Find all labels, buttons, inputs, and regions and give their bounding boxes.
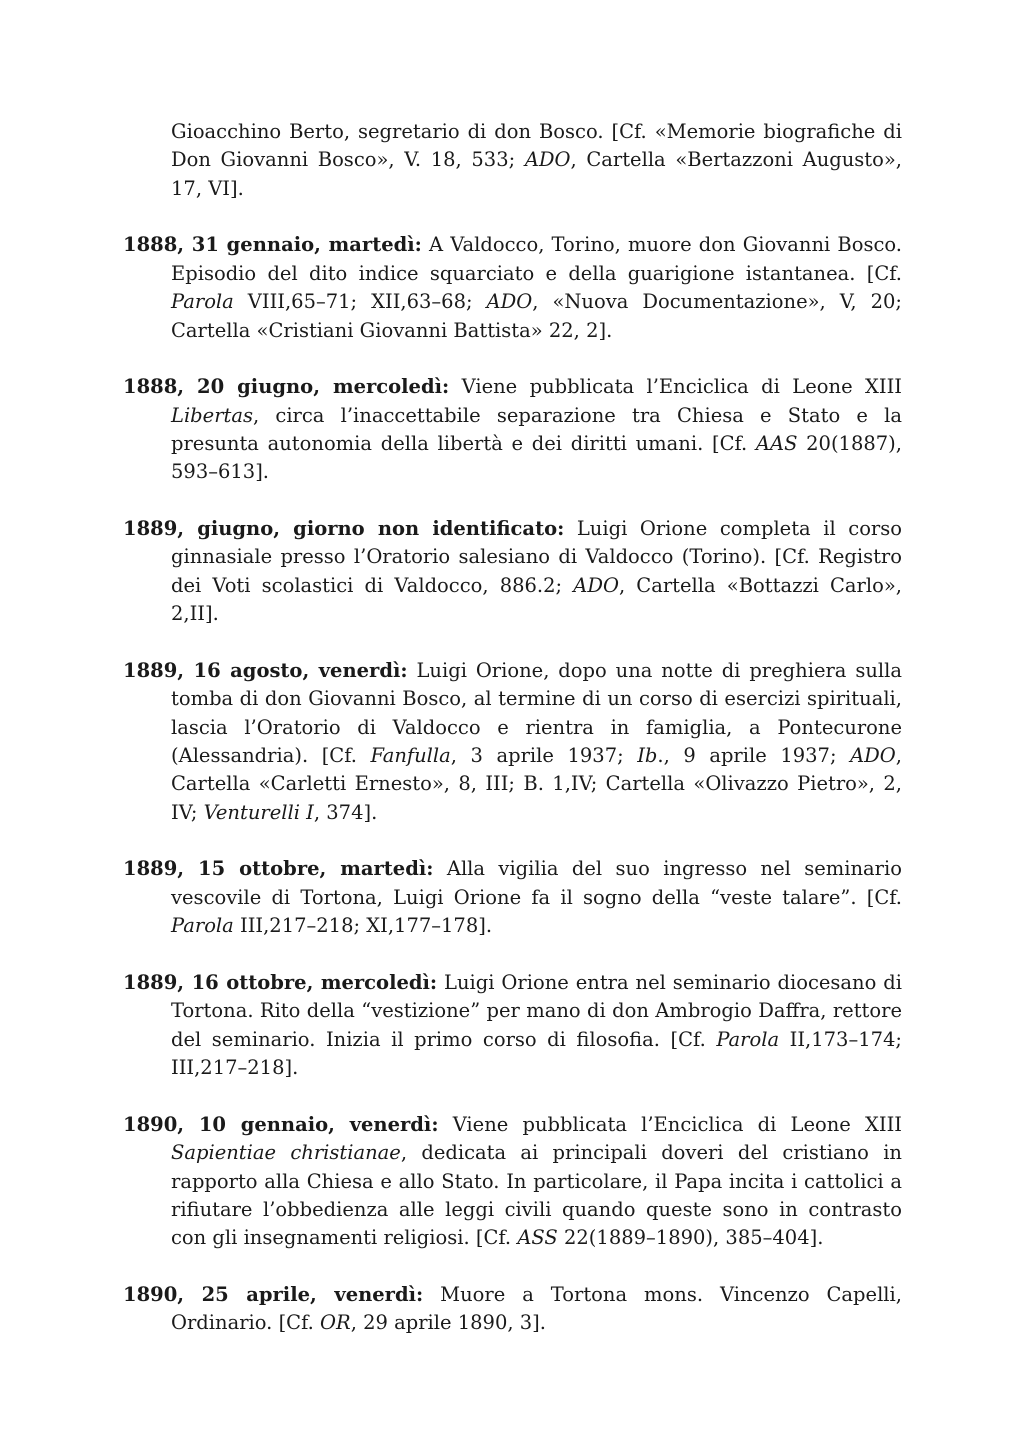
chronology-entry <box>123 657 902 827</box>
entry-italic-text: ADO <box>524 148 571 172</box>
entry-text: Viene pubblicata l’Enciclica di Leone XIII <box>438 1112 902 1136</box>
entry-text: 22(1889–1890), 385–404]. <box>557 1226 824 1250</box>
entry-text: Luigi Orione entra nel seminario diocesano di Tortona. Rito della “vestizione” per mano di don Ambrogio Daffra, rettore del seminario. Inizia il primo corso di filosofia. [Cf. <box>171 970 902 1051</box>
entry-text: , Cartella «Carletti Ernesto», 8, III; B. 1,IV; Cartella «Olivazzo Pietro», 2, IV; <box>171 744 902 824</box>
chronology-entry <box>123 118 902 203</box>
entry-italic-text: Sapientiae christianae <box>171 1141 401 1165</box>
chronology-entry <box>123 969 902 1083</box>
entry-text: , Cartella «Bottazzi Carlo», 2,II]. <box>171 573 902 626</box>
chronology-entries <box>123 118 902 1338</box>
entry-text: Luigi Orione completa il corso ginnasiale presso l’Oratorio salesiano di Valdocco (Torino). [Cf. Registro dei Voti scolastici di Valdocco, 886.2; <box>171 517 903 597</box>
chronology-entry <box>123 515 902 629</box>
document-page <box>123 118 902 1366</box>
entry-date: 1890, 25 aprile, venerdì: <box>123 1282 424 1306</box>
entry-text: Luigi Orione, dopo una notte di preghiera sulla tomba di don Giovanni Bosco, al termine di un corso di esercizi spirituali, lascia l’Oratorio di Valdocco e rientra in famiglia, a Pontecurone (Alessandria). [Cf. <box>171 658 902 768</box>
entry-italic-text: AAS <box>755 432 798 456</box>
entry-text: II,173–174; III,217–218]. <box>171 1027 903 1080</box>
entry-date: 1889, 16 agosto, venerdì: <box>123 658 408 682</box>
entry-date: 1889, 15 ottobre, martedì: <box>123 857 434 881</box>
entry-text: A Valdocco, Torino, muore don Giovanni Bosco. Episodio del dito indice squarciato e della guarigione istantanea. [Cf. <box>171 233 903 285</box>
entry-text: Gioacchino Berto, segretario di don Bosco. [Cf. «Memorie biografiche di Don Giovanni Bosco», V. 18, 533; <box>171 120 902 172</box>
chronology-entry <box>123 231 902 345</box>
entry-text: VIII,65–71; XII,63–68; <box>233 290 487 314</box>
entry-text: ., 9 aprile 1937; <box>657 744 851 768</box>
entry-italic-text: ADO <box>486 290 533 314</box>
entry-italic-text: Ib <box>637 744 658 768</box>
entry-text: , 3 aprile 1937; <box>450 744 638 768</box>
entry-date: 1890, 10 gennaio, venerdì: <box>123 1112 439 1136</box>
entry-date: 1889, 16 ottobre, mercoledì: <box>123 970 438 994</box>
entry-italic-text: ASS <box>517 1226 558 1250</box>
entry-text: 20(1887), 593–613]. <box>171 432 902 484</box>
entry-date: 1889, giugno, giorno non identificato: <box>123 517 565 541</box>
entry-text: , 29 aprile 1890, 3]. <box>350 1311 546 1335</box>
chronology-entry <box>123 373 902 487</box>
entry-text: , «Nuova Documentazione», V, 20; Cartella «Cristiani Giovanni Battista» 22, 2]. <box>171 290 902 342</box>
entry-date: 1888, 20 giugno, mercoledì: <box>123 375 450 399</box>
entry-italic-text: ADO <box>850 744 896 768</box>
entry-text: , circa l’inaccettabile separazione tra Chiesa e Stato e la presunta autonomia della libertà e dei diritti umani. [Cf. <box>171 403 902 456</box>
entry-italic-text: Libertas <box>171 403 253 427</box>
entry-italic-text: Venturelli I <box>203 800 314 824</box>
chronology-entry <box>123 855 902 940</box>
entry-text: , 374]. <box>313 800 378 824</box>
entry-text: , Cartella «Bertazzoni Augusto», 17, VI]. <box>171 148 903 200</box>
entry-text: , dedicata ai principali doveri del cristiano in rapporto alla Chiesa e allo Stato. In particolare, il Papa incita i cattolici a rifiutare l’obbedienza alle leggi civili quando queste sono in contrasto con gli insegnamenti religiosi. [Cf. <box>171 1141 902 1250</box>
entry-italic-text: Fanfulla <box>370 744 451 768</box>
entry-date: 1888, 31 gennaio, martedì: <box>123 233 422 257</box>
entry-text: Muore a Tortona mons. Vincenzo Capelli, Ordinario. [Cf. <box>171 1282 902 1335</box>
entry-italic-text: Parola <box>716 1027 780 1051</box>
entry-text: III,217–218; XI,177–178]. <box>233 914 493 938</box>
entry-italic-text: Parola <box>171 914 234 938</box>
entry-text: Alla vigilia del suo ingresso nel seminario vescovile di Tortona, Luigi Orione fa il sogno della “veste talare”. [Cf. <box>171 857 902 909</box>
entry-italic-text: ADO <box>573 573 619 597</box>
chronology-entry <box>123 1111 902 1253</box>
entry-text: Viene pubblicata l’Enciclica di Leone XIII <box>449 375 902 399</box>
chronology-entry <box>123 1281 902 1338</box>
entry-italic-text: Parola <box>171 290 234 314</box>
entry-italic-text: OR <box>320 1311 351 1335</box>
